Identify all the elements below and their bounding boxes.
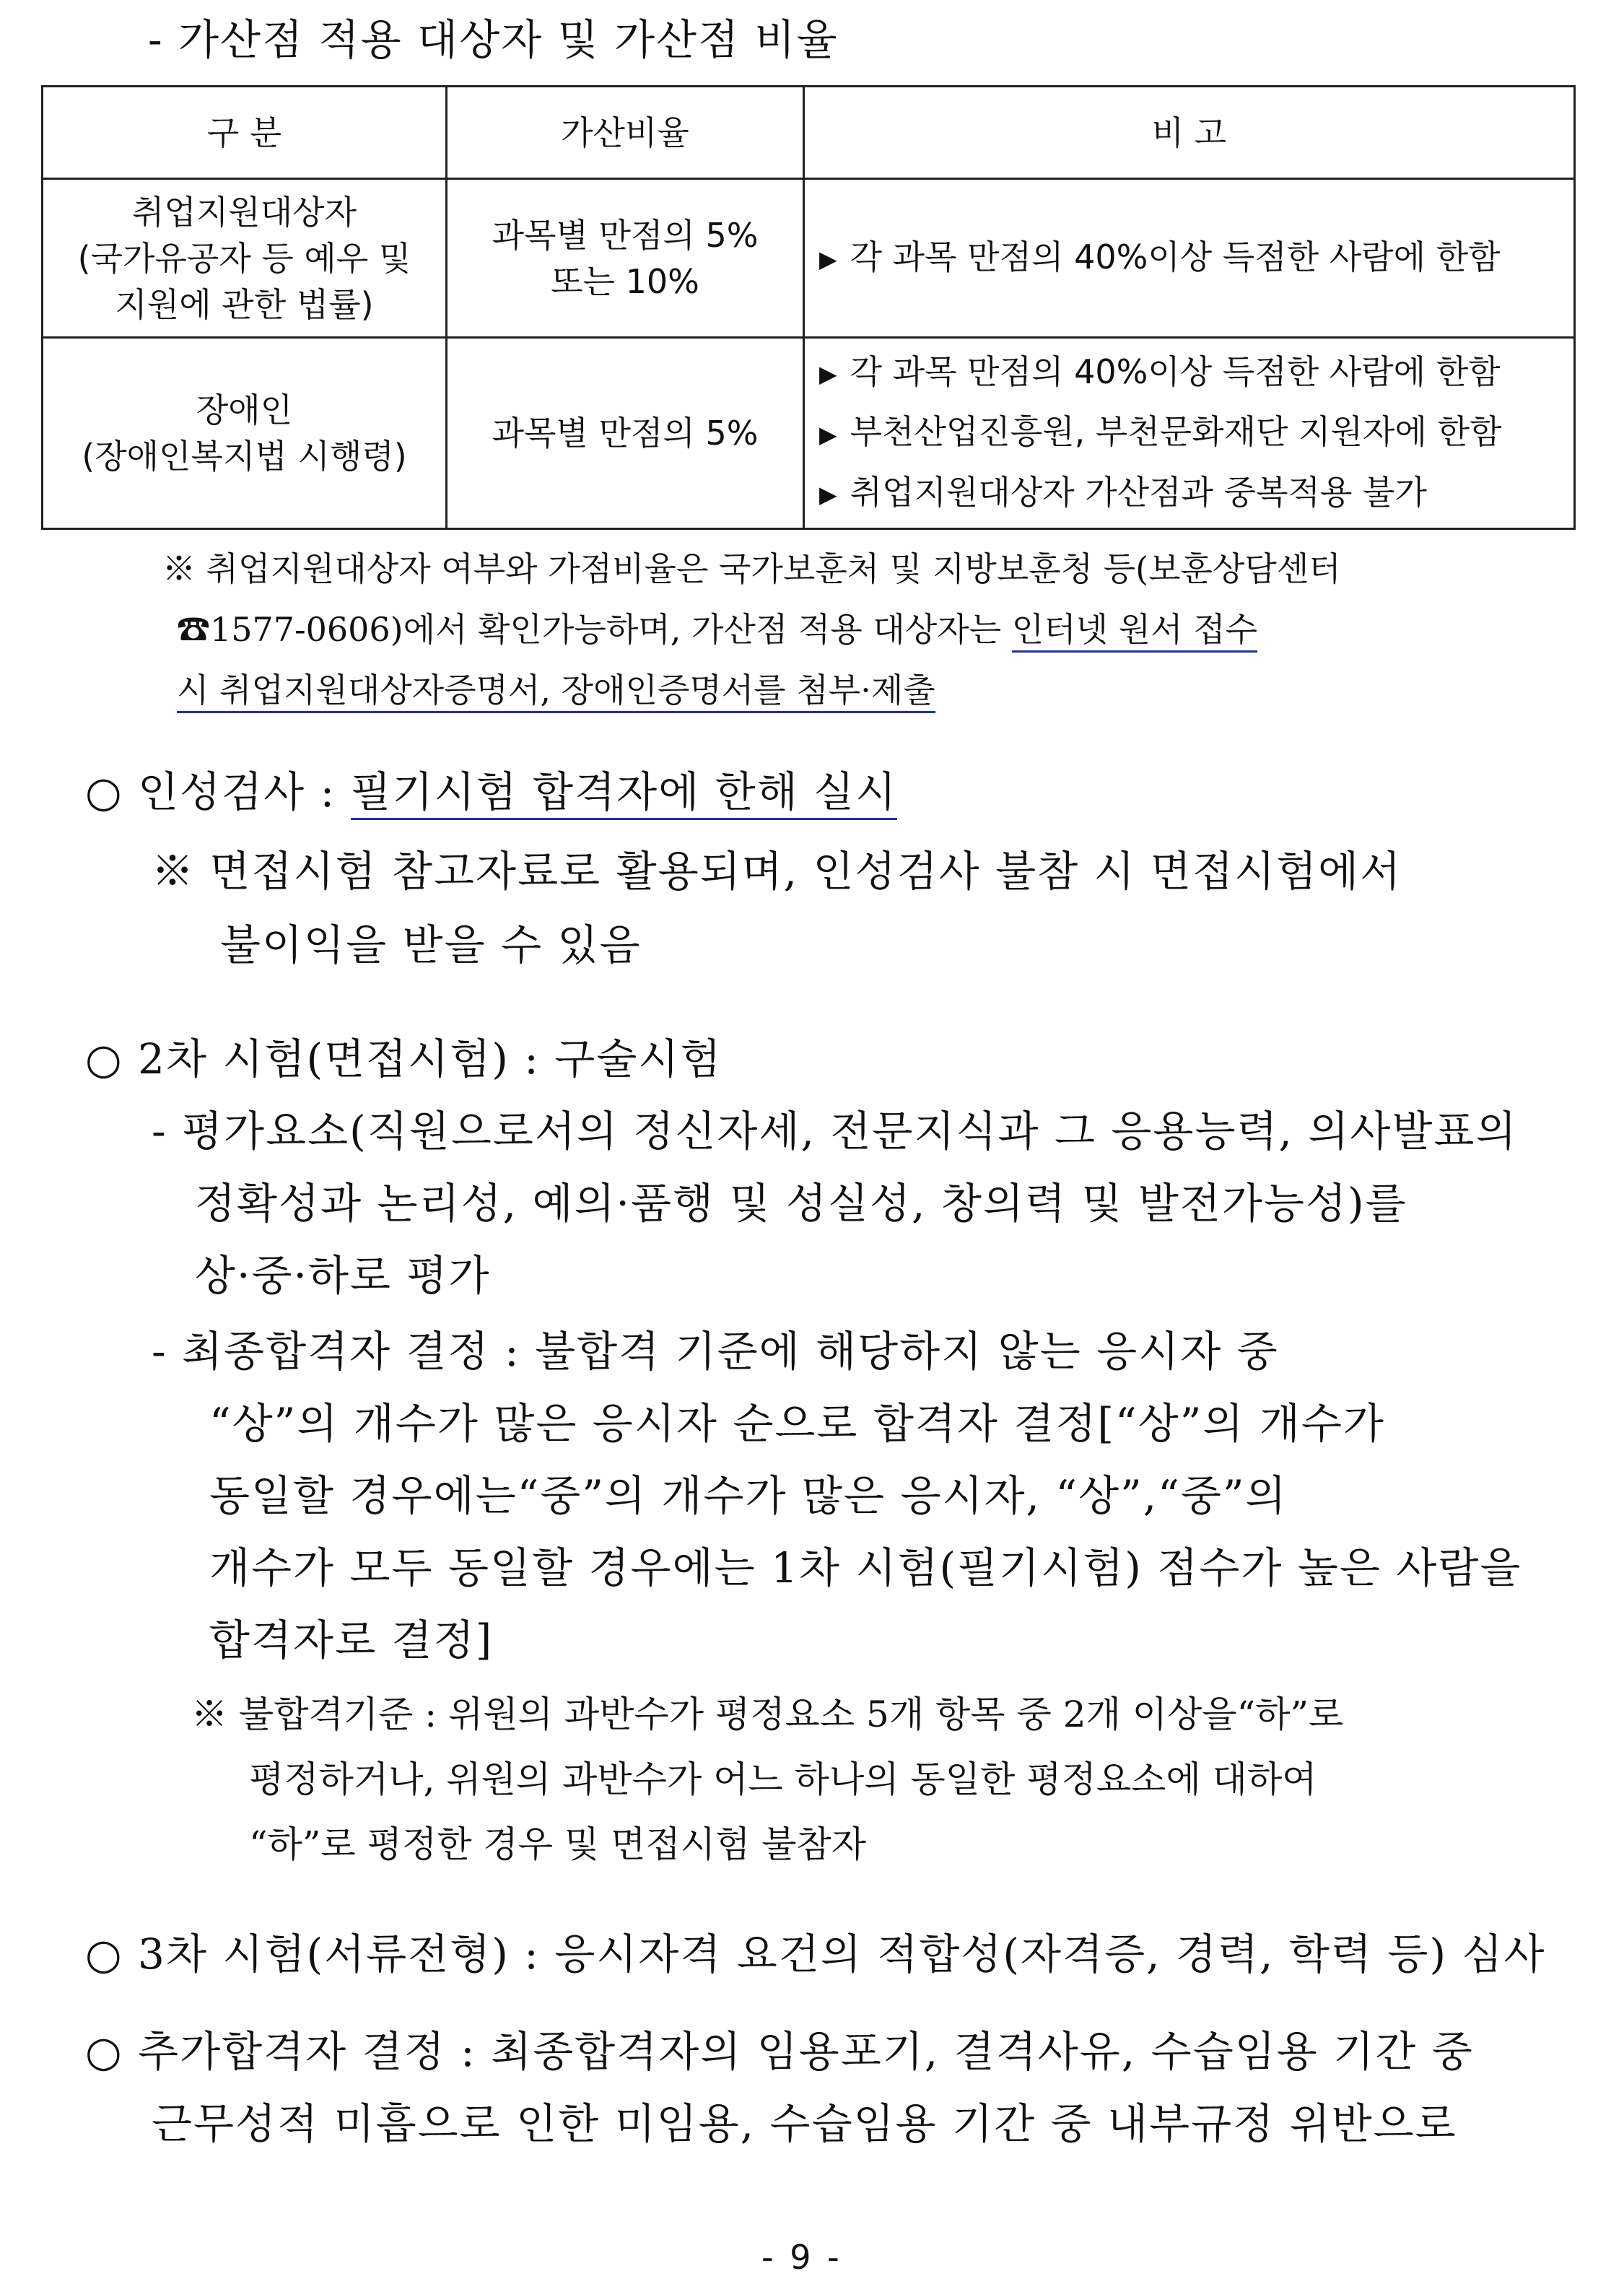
section-subheading: - 가산점 적용 대상자 및 가산점 비율 <box>148 15 839 64</box>
category-cell <box>43 179 447 338</box>
table-row <box>43 179 1575 338</box>
body-line: 동일할 경우에는“중”의 개수가 많은 응시자, “상”,“중”의 <box>209 1471 1288 1520</box>
ratio-line: 과목별 만점의 5% <box>492 215 759 255</box>
category-line: 지원에 관한 법률) <box>115 284 374 324</box>
ratio-cell <box>447 338 804 529</box>
body-line: 근무성적 미흡으로 인한 미임용, 수습임용 기간 중 내부규정 위반으로 <box>152 2099 1457 2148</box>
body-line: 정확성과 논리성, 예의·품행 및 성실성, 창의력 및 발전가능성)를 <box>195 1179 1407 1228</box>
column-header: 가산비율 <box>447 87 804 179</box>
category-cell <box>43 338 447 529</box>
note-line: ※ 면접시험 참고자료로 활용되며, 인성검사 불참 시 면접시험에서 <box>152 847 1402 896</box>
note-line: “하”로 평정한 경우 및 면접시험 불참자 <box>249 1823 867 1865</box>
triangle-bullet-icon: ▶ <box>819 360 837 388</box>
section-title-interview: ○ 2차 시험(면접시험) : 구술시험 <box>85 1034 722 1084</box>
section-title-documents: ○ 3차 시험(서류전형) : 응시자격 요건의 적합성(자격증, 경력, 학력 등) 심사 <box>85 1930 1546 1979</box>
ratio-line: 또는 10% <box>551 261 699 301</box>
page-number: - 9 - <box>761 2238 842 2277</box>
note-text: ☎1577-0606)에서 확인가능하며, 가산점 적용 대상자는 <box>177 610 1012 649</box>
category-line: 취업지원대상자 <box>131 192 357 232</box>
column-header: 구 분 <box>43 87 447 179</box>
body-line: - 평가요소(직원으로서의 정신자세, 전문지식과 그 응용능력, 의사발표의 <box>152 1107 1518 1156</box>
note-line: ※ 불합격기준 : 위원의 과반수가 평정요소 5개 항목 중 2개 이상을“하”로 <box>191 1693 1344 1735</box>
body-line: 합격자로 결정] <box>209 1616 494 1665</box>
note-line: 불이익을 받을 수 있음 <box>220 920 642 969</box>
bonus-points-table <box>41 85 1576 530</box>
note-line: 취업지원대상자 가산점과 중복적용 불가 <box>850 472 1427 512</box>
note-line: 각 과목 만점의 40%이상 득점한 사람에 한함 <box>850 352 1501 391</box>
underlined-text: 시 취업지원대상자증명서, 장애인증명서를 첨부·제출 <box>177 671 935 713</box>
note-line: 각 과목 만점의 40%이상 득점한 사람에 한함 <box>850 237 1501 276</box>
underlined-text: 필기시험 합격자에 한해 실시 <box>351 767 898 820</box>
category-line: (국가유공자 등 예우 및 <box>77 238 411 278</box>
note-line: 평정하거나, 위원의 과반수가 어느 하나의 동일한 평정요소에 대하여 <box>249 1758 1317 1800</box>
note-line <box>177 603 1257 651</box>
body-line: “상”의 개수가 많은 응시자 순으로 합격자 결정[“상”의 개수가 <box>209 1399 1385 1448</box>
underlined-text: 인터넷 원서 접수 <box>1012 610 1257 653</box>
table-row <box>43 338 1575 529</box>
triangle-bullet-icon: ▶ <box>819 420 837 448</box>
ratio-cell <box>447 179 804 338</box>
body-line: 상·중·하로 평가 <box>195 1251 491 1300</box>
section-title-additional: ○ 추가합격자 결정 : 최종합격자의 임용포기, 결격사유, 수습임용 기간 중 <box>85 2027 1474 2076</box>
triangle-bullet-icon: ▶ <box>819 245 837 274</box>
column-header: 비 고 <box>804 87 1575 179</box>
note-line: 부천산업진흥원, 부천문화재단 지원자에 한함 <box>850 412 1502 452</box>
ratio-line: 과목별 만점의 5% <box>492 414 759 453</box>
note-cell <box>804 338 1575 529</box>
note-line: ※ 취업지원대상자 여부와 가점비율은 국가보훈처 및 지방보훈청 등(보훈상담센터 <box>162 549 1341 588</box>
category-line: (장애인복지법 시행령) <box>82 437 407 476</box>
note-line <box>177 664 935 712</box>
triangle-bullet-icon: ▶ <box>819 481 837 509</box>
category-line: 장애인 <box>196 391 293 430</box>
note-cell <box>804 179 1575 338</box>
table-header-row <box>43 87 1575 179</box>
body-line: - 최종합격자 결정 : 불합격 기준에 해당하지 않는 응시자 중 <box>152 1327 1279 1376</box>
section-title-personality: ○ 인성검사 : 필기시험 합격자에 한해 실시 <box>85 758 897 819</box>
body-line: 개수가 모두 동일할 경우에는 1차 시험(필기시험) 점수가 높은 사람을 <box>209 1543 1522 1592</box>
